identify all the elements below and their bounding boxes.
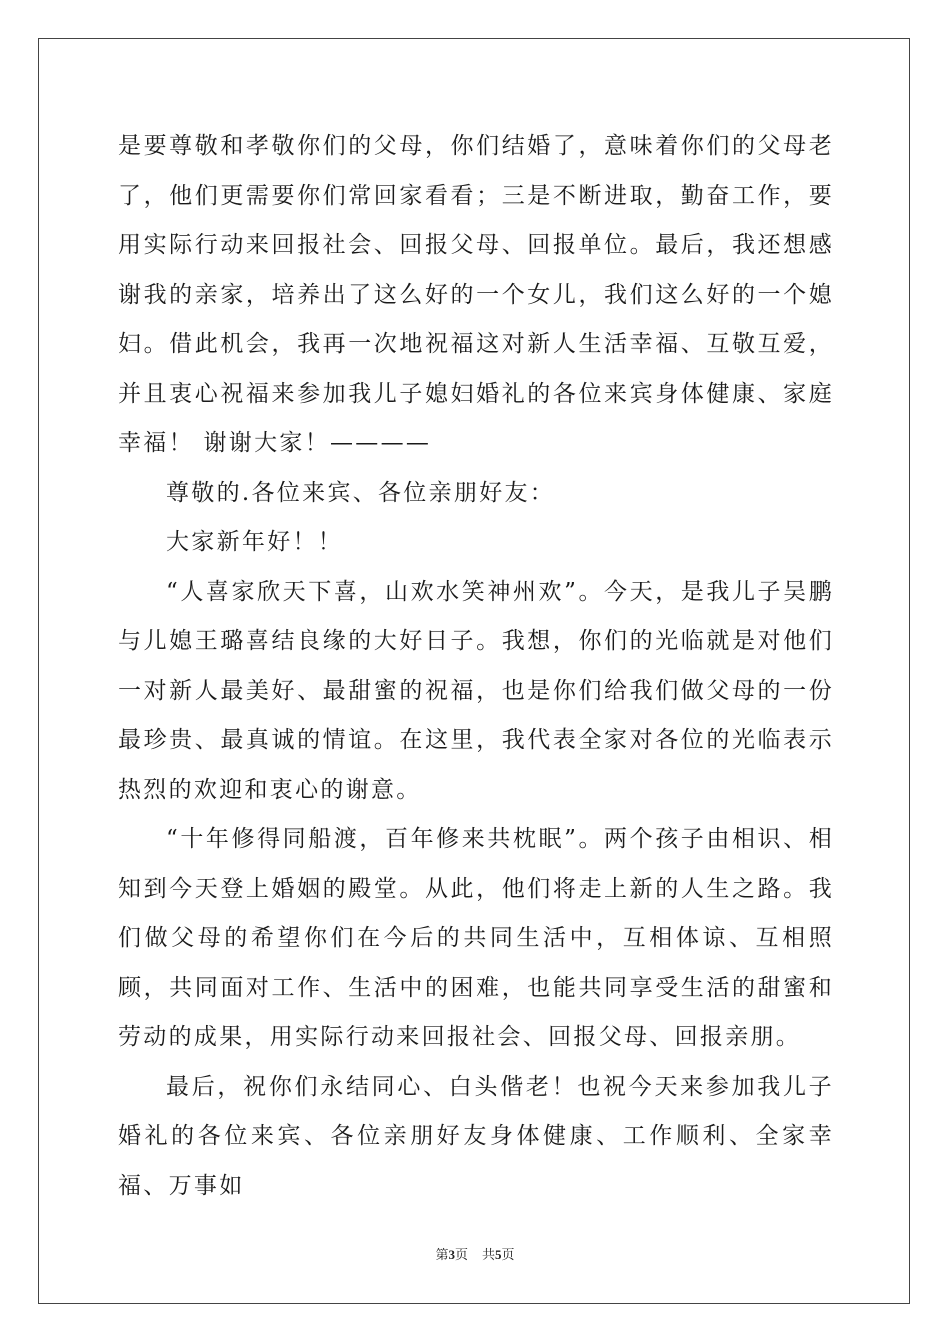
footer-prefix: 第	[435, 1248, 449, 1263]
footer-total-unit: 页	[501, 1248, 515, 1263]
paragraph-6: 最后，祝你们永结同心、白头偕老！也祝今天来参加我儿子婚礼的各位来宾、各位亲朋好友身体健康、工作顺利、全家幸福、万事如	[118, 1073, 834, 1199]
footer-page-unit: 页	[454, 1248, 468, 1263]
paragraph-5: “十年修得同船渡，百年修来共枕眠”。两个孩子由相识、相知到今天登上婚姻的殿堂。从此，他们将走上新的人生之路。我们做父母的希望你们在今后的共同生活中，互相体谅、互相照顾，共同面对工作、生活中的困难，也能共同享受生活的甜蜜和劳动的成果，用实际行动来回报社会、回报父母、回报亲朋。	[118, 826, 834, 1050]
paragraph-4: “人喜家欣天下喜，山欢水笑神州欢”。今天，是我儿子吴鹏与儿媳王璐喜结良缘的大好日子。我想，你们的光临就是对他们一对新人最美好、最甜蜜的祝福，也是你们给我们做父母的一份最珍贵、最真诚的情谊。在这里，我代表全家对各位的光临表示热烈的欢迎和衷心的谢意。	[118, 578, 834, 803]
page-footer	[0, 1244, 950, 1263]
paragraph-1: 是要尊敬和孝敬你们的父母，你们结婚了，意味着你们的父母老了，他们更需要你们常回家看看；三是不断进取，勤奋工作，要用实际行动来回报社会、回报父母、回报单位。最后，我还想感谢我的亲家，培养出了这么好的一个女儿，我们这么好的一个媳妇。借此机会，我再一次地祝福这对新人生活幸福、互敬互爱，并且衷心祝福来参加我儿子媳妇婚礼的各位来宾身体健康、家庭幸福！ 谢谢大家！————	[118, 133, 834, 456]
current-page-number: 3	[448, 1247, 455, 1262]
total-pages-number: 5	[495, 1247, 502, 1262]
paragraph-3: 大家新年好！！	[166, 529, 344, 555]
footer-total-prefix: 共	[482, 1248, 496, 1263]
paragraph-2: 尊敬的.各位来宾、各位亲朋好友：	[166, 479, 556, 506]
document-body	[118, 122, 834, 1211]
